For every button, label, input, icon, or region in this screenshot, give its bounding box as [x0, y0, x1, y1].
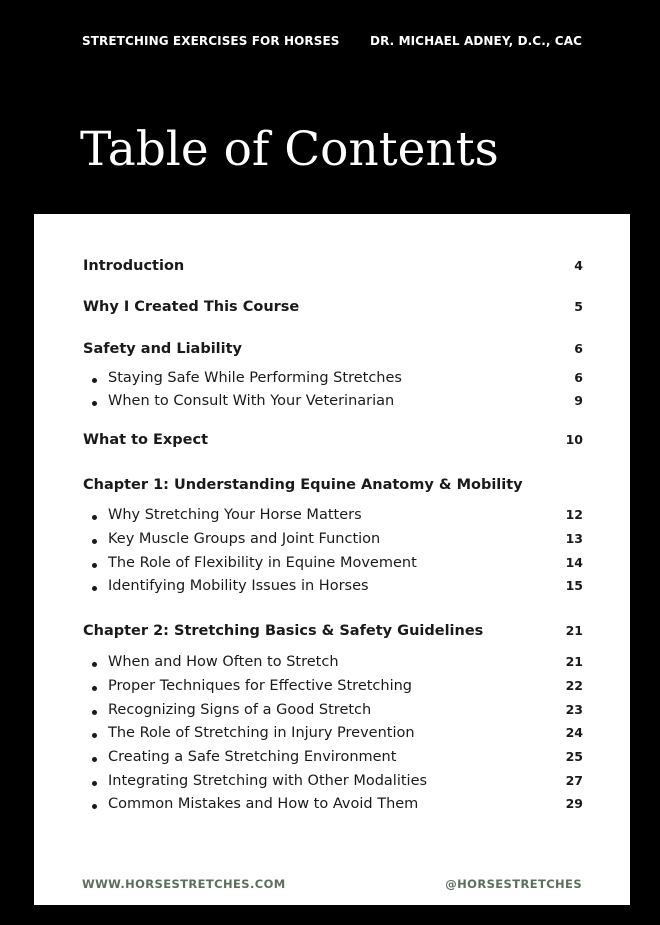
toc-page: 4 — [574, 258, 583, 273]
toc-page: 15 — [565, 578, 583, 593]
page-header — [82, 34, 582, 48]
toc-page: 12 — [565, 507, 583, 522]
toc-label: What to Expect — [83, 432, 209, 448]
header-author: DR. MICHAEL ADNEY, D.C., CAC — [370, 34, 582, 48]
toc-label: Identifying Mobility Issues in Horses — [83, 578, 369, 594]
toc-item — [83, 702, 583, 718]
footer-website-link[interactable]: WWW.HORSESTRETCHES.COM — [82, 877, 286, 891]
toc-section — [83, 623, 583, 639]
toc-item — [83, 773, 583, 789]
toc-label: Why I Created This Course — [83, 299, 300, 315]
toc-item — [83, 725, 583, 741]
toc-section — [83, 341, 583, 357]
toc-page: 14 — [565, 555, 583, 570]
toc-item — [83, 531, 583, 547]
toc-item — [83, 393, 583, 409]
toc-page: 23 — [565, 702, 583, 717]
toc-page: 10 — [565, 432, 583, 447]
toc-label: Why Stretching Your Horse Matters — [83, 507, 362, 523]
toc-item — [83, 749, 583, 765]
toc-page: 6 — [574, 370, 583, 385]
toc-item — [83, 654, 583, 670]
toc-label: The Role of Flexibility in Equine Movement — [83, 555, 417, 571]
toc-page: 6 — [574, 341, 583, 356]
toc-page: 29 — [565, 796, 583, 811]
toc-item — [83, 555, 583, 571]
toc-item — [83, 578, 583, 594]
toc-label: The Role of Stretching in Injury Prevention — [83, 725, 415, 741]
toc-page: 21 — [565, 623, 583, 638]
toc-page: 25 — [565, 749, 583, 764]
header-course-title: STRETCHING EXERCISES FOR HORSES — [82, 34, 340, 48]
toc-page: 5 — [574, 299, 583, 314]
toc-section — [83, 432, 583, 448]
toc-label: Common Mistakes and How to Avoid Them — [83, 796, 418, 812]
toc-label: Integrating Stretching with Other Modalities — [83, 773, 427, 789]
toc-page: 22 — [565, 678, 583, 693]
toc-item — [83, 370, 583, 386]
toc-item — [83, 678, 583, 694]
toc-section — [83, 299, 583, 315]
toc-item — [83, 796, 583, 812]
toc-label: Recognizing Signs of a Good Stretch — [83, 702, 371, 718]
toc-section — [83, 477, 583, 493]
toc-page: 27 — [565, 773, 583, 788]
toc-label: Safety and Liability — [83, 341, 243, 357]
toc-label: Staying Safe While Performing Stretches — [83, 370, 402, 386]
toc-page: 21 — [565, 654, 583, 669]
toc-page: 24 — [565, 725, 583, 740]
page-footer — [82, 877, 582, 891]
toc-section — [83, 258, 583, 274]
toc-page: 13 — [565, 531, 583, 546]
toc-label: Chapter 1: Understanding Equine Anatomy & Mobility — [83, 477, 523, 493]
toc-label: Chapter 2: Stretching Basics & Safety Guidelines — [83, 623, 484, 639]
toc-label: Proper Techniques for Effective Stretching — [83, 678, 412, 694]
toc-label: Key Muscle Groups and Joint Function — [83, 531, 380, 547]
footer-social-handle[interactable]: @HORSESTRETCHES — [445, 877, 582, 891]
toc-panel — [34, 214, 630, 905]
toc-label: When to Consult With Your Veterinarian — [83, 393, 394, 409]
toc-label: Introduction — [83, 258, 185, 274]
toc-label: Creating a Safe Stretching Environment — [83, 749, 396, 765]
toc-item — [83, 507, 583, 523]
page-title: Table of Contents — [80, 122, 499, 177]
toc-label: When and How Often to Stretch — [83, 654, 339, 670]
toc-page: 9 — [574, 393, 583, 408]
